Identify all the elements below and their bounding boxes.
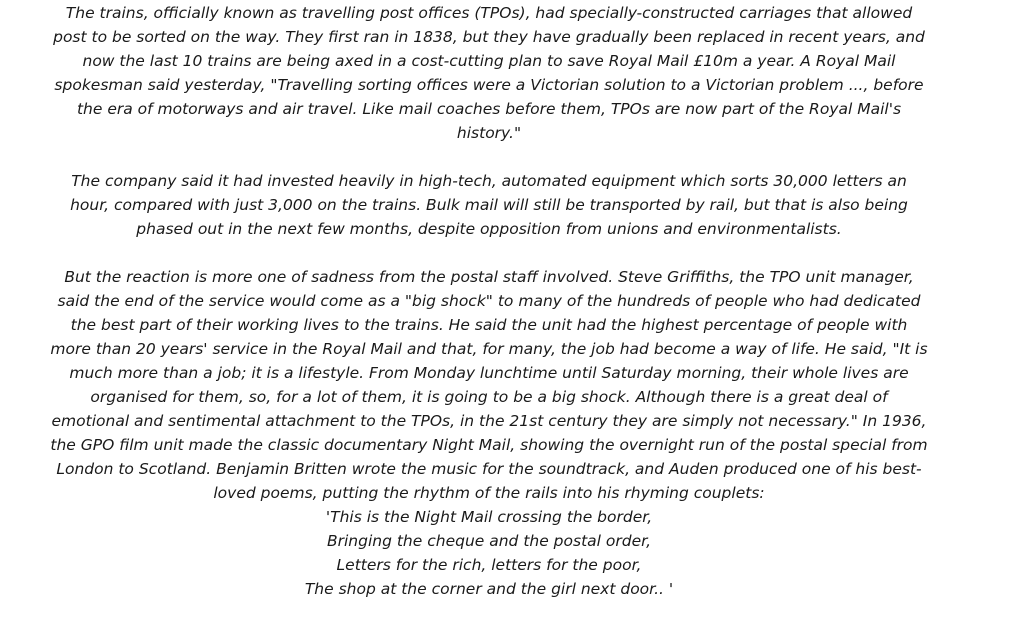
paragraph-staff-reaction [50, 265, 928, 601]
poem-line-1: 'This is the Night Mail crossing the border, [325, 508, 653, 526]
poem-line-4: The shop at the corner and the girl next door.. ' [304, 580, 674, 598]
article-body [50, 1, 928, 601]
paragraph-staff-reaction-text: But the reaction is more one of sadness from the postal staff involved. Steve Griffiths, the TPO unit manager, said the end of the service would come as a "big shock" to many of the hundreds of people who had dedicated the best part of their working lives to the trains. He said the unit had the highest percentage of people with more than 20 years' service in the Royal Mail and that, for many, the job had become a way of life. He said, "It is much more than a job; it is a lifestyle. From Monday lunchtime until Saturday morning, their whole lives are organised for them, so, for a lot of them, it is going to be a big shock. Although there is a great deal of emotional and sentimental attachment to the TPOs, in the 21st century they are simply not necessary." In 1936, the GPO film unit made the classic documentary Night Mail, showing the overnight run of the postal special from London to Scotland. Benjamin Britten wrote the music for the soundtrack, and Auden produced one of his best-loved poems, putting the rhythm of the rails into his rhyming couplets: [50, 268, 928, 502]
paragraph-automation: The company said it had invested heavily in high-tech, automated equipment which sorts 30,000 letters an hour, compared with just 3,000 on the trains. Bulk mail will still be transported by rail, but that is also being phased out in the next few months, despite opposition from unions and environmentalists. [70, 172, 908, 238]
paragraph-tpo-history: The trains, officially known as travelling post offices (TPOs), had specially-constructed carriages that allowed post to be sorted on the way. They first ran in 1838, but they have gradually been replaced in recent years, and now the last 10 trains are being axed in a cost-cutting plan to save Royal Mail £10m a year. A Royal Mail spokesman said yesterday, "Travelling sorting offices were a Victorian solution to a Victorian problem ..., before the era of motorways and air travel. Like mail coaches before them, TPOs are now part of the Royal Mail's history." [53, 4, 925, 142]
poem-line-2: Bringing the cheque and the postal order, [326, 532, 651, 550]
poem-line-3: Letters for the rich, letters for the poor, [336, 556, 642, 574]
